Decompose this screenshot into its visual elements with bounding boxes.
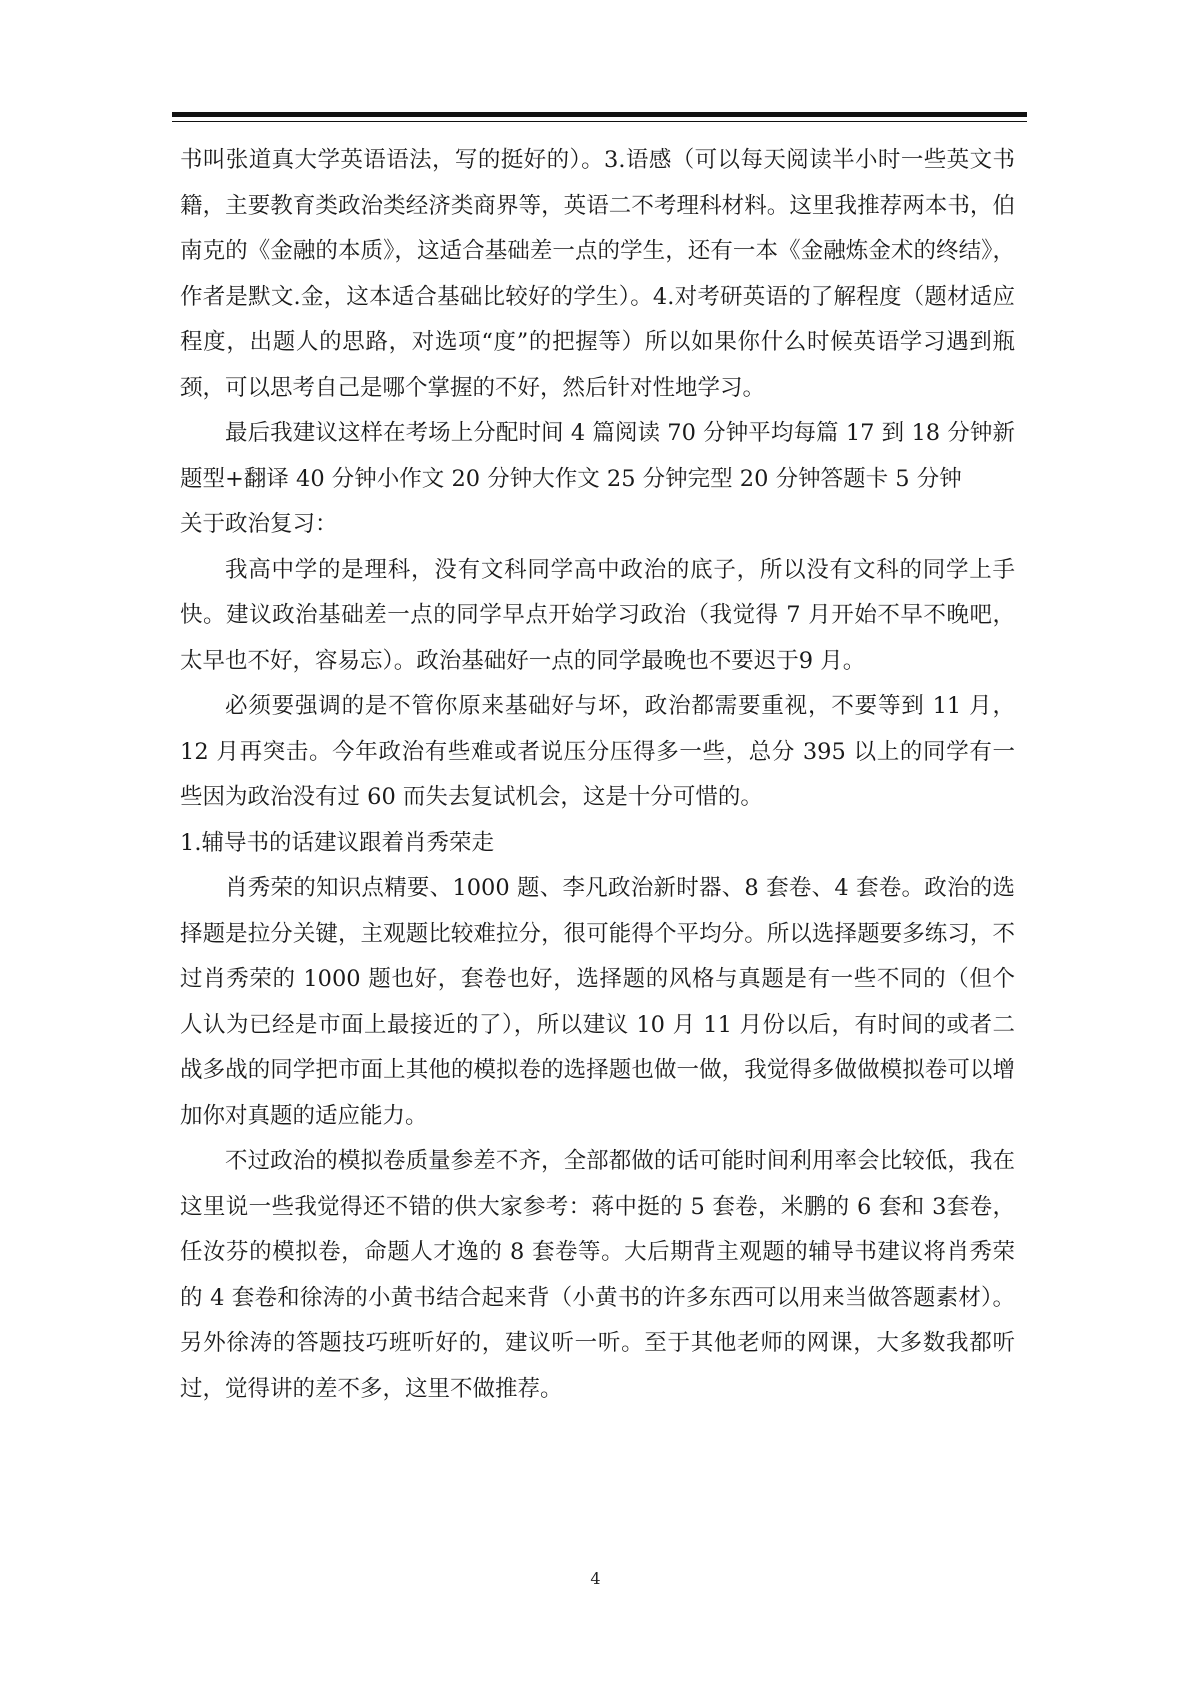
paragraph-english-study-tips: 书叫张道真大学英语语法，写的挺好的）。3.语感（可以每天阅读半小时一些英文书籍，主要教育类政治类经济类商界等，英语二不考理科材料。这里我推荐两本书，伯南克的《金融的本质》，这适合基础差一点的学生，还有一本《金融炼金术的终结》，作者是默文.金，这本适合基础比较好的学生）。4.对考研英语的了解程度（题材适应程度，出题人的思路，对选项“度”的把握等）所以如果你什么时候英语学习遇到瓶颈，可以思考自己是哪个掌握的不好，然后针对性地学习。 — [180, 147, 1015, 401]
paragraph-exam-time-allocation: 最后我建议这样在考场上分配时间 4 篇阅读 70 分钟平均每篇 17 到 18 分钟新题型+翻译 40 分钟小作文 20 分钟大作文 25 分钟完型 20 分钟答题卡 5 分钟 — [180, 420, 1015, 492]
section-heading-politics-review: 关于政治复习： — [180, 511, 338, 537]
body-text — [180, 138, 1015, 1412]
subheading-reference-books: 1.辅导书的话建议跟着肖秀荣走 — [180, 829, 494, 856]
paragraph-mock-exam-recommendations: 不过政治的模拟卷质量参差不齐，全部都做的话可能时间利用率会比较低，我在这里说一些我觉得还不错的供大家参考：蒋中挺的 5 套卷，米鹏的 6 套和 3套卷，任汝芬的模拟卷，命题人才逸的 8 套卷等。大后期背主观题的辅导书建议将肖秀荣的 4 套卷和徐涛的小黄书结合起来背（小黄书的许多东西可以用来当做答题素材）。另外徐涛的答题技巧班听好的，建议听一听。至于其他老师的网课，大多数我都听过，觉得讲的差不多，这里不做推荐。 — [180, 1148, 1015, 1402]
paragraph-xiao-xiurong-materials: 肖秀荣的知识点精要、1000 题、李凡政治新时器、8 套卷、4 套卷。政治的选择题是拉分关键，主观题比较难拉分，很可能得个平均分。所以选择题要多练习，不过肖秀荣的 1000 题也好，套卷也好，选择题的风格与真题是有一些不同的（但个人认为已经是市面上最接近的了），所以建议 10 月 11 月份以后，有时间的或者二战多战的同学把市面上其他的模拟卷的选择题也做一做，我觉得多做做模拟卷可以增加你对真题的适应能力。 — [180, 875, 1015, 1129]
paragraph-politics-start-time: 我高中学的是理科，没有文科同学高中政治的底子，所以没有文科的同学上手快。建议政治基础差一点的同学早点开始学习政治（我觉得 7 月开始不早不晚吧，太早也不好，容易忘）。政治基础好一点的同学最晚也不要迟于9 月。 — [180, 556, 1015, 674]
page-number: 4 — [590, 1569, 601, 1588]
paragraph-politics-importance: 必须要强调的是不管你原来基础好与坏，政治都需要重视，不要等到 11 月，12 月再突击。今年政治有些难或者说压分压得多一些，总分 395 以上的同学有一些因为政治没有过 60 而失去复试机会，这是十分可惜的。 — [180, 693, 1015, 810]
header-double-rule — [172, 112, 1027, 122]
